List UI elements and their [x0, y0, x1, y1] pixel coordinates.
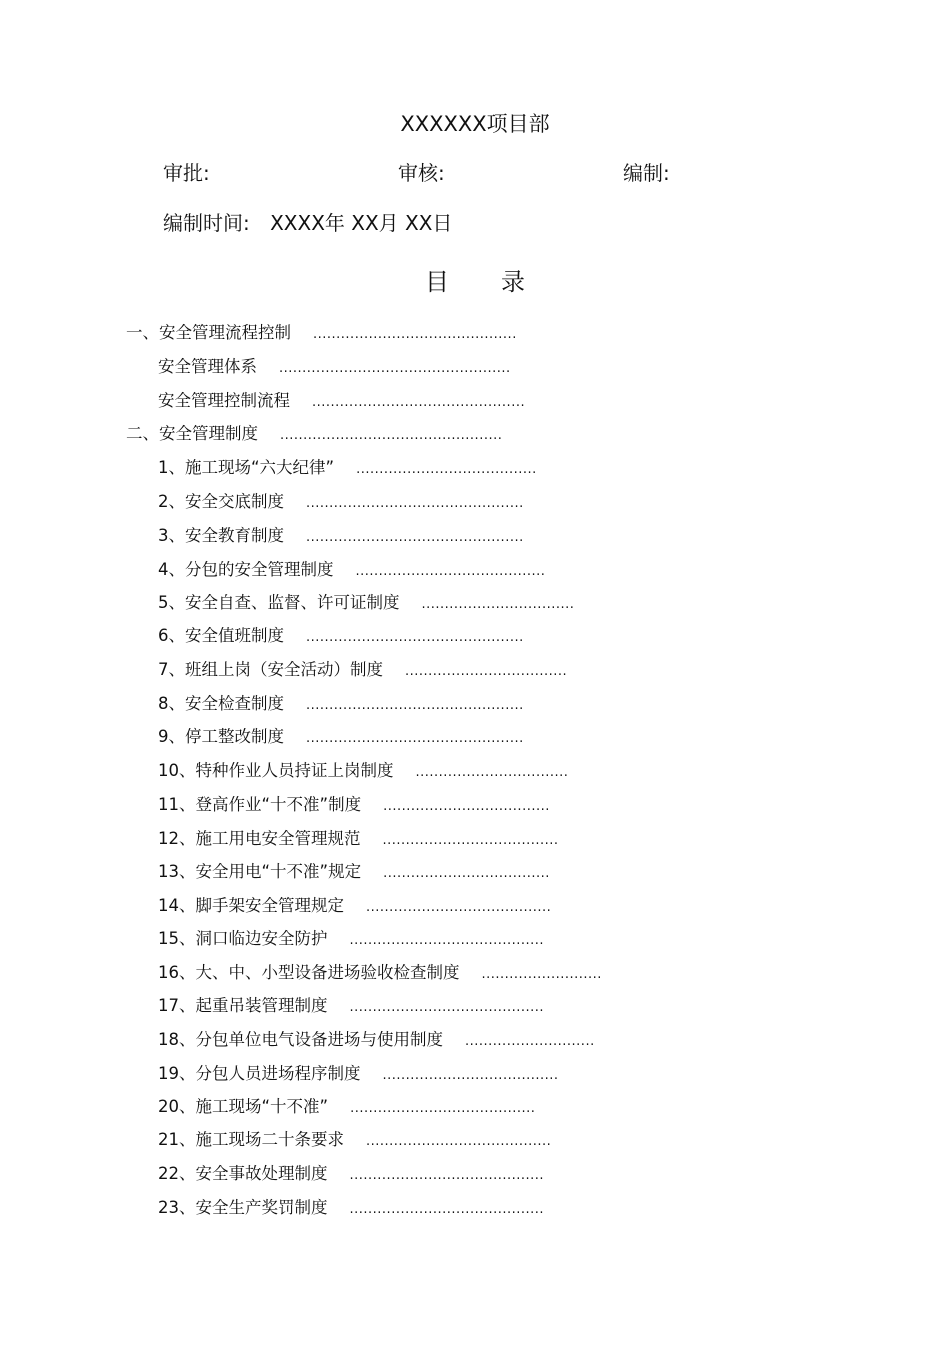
toc-entry-text: 2、安全交底制度	[158, 492, 284, 511]
toc-entry-text: 22、安全事故处理制度	[158, 1164, 328, 1183]
toc-entry-text: 15、洞口临边安全防护	[158, 929, 328, 948]
toc-entry	[158, 896, 551, 918]
toc-entry-leader: .................................	[421, 597, 575, 612]
toc-entry-leader: .......................................	[356, 462, 537, 477]
review-label: 审核:	[398, 161, 445, 185]
toc-entry	[158, 862, 550, 884]
toc-entry-leader: .........................................	[355, 564, 546, 579]
toc-entry-text: 20、施工现场“十不准”	[158, 1097, 329, 1116]
toc-entry-text: 二、安全管理制度	[126, 424, 258, 443]
toc-entry-text: 13、安全用电“十不准”规定	[158, 862, 362, 881]
toc-entry-leader: ............................................	[313, 327, 517, 342]
toc-entry-text: 14、脚手架安全管理规定	[158, 896, 344, 915]
toc-entry-text: 12、施工用电安全管理规范	[158, 829, 361, 848]
toc-title: 目录	[425, 268, 577, 296]
toc-entry-text: 一、安全管理流程控制	[126, 323, 291, 342]
toc-entry-text: 1、施工现场“六大纪律”	[158, 458, 335, 477]
toc-entry	[126, 323, 517, 345]
toc-entry	[158, 761, 568, 783]
toc-entry-text: 6、安全值班制度	[158, 626, 284, 645]
toc-entry-text: 4、分包的安全管理制度	[158, 560, 334, 579]
toc-entry	[158, 929, 544, 951]
toc-entry	[158, 1097, 535, 1119]
toc-entry	[158, 996, 544, 1018]
toc-entry-text: 21、施工现场二十条要求	[158, 1130, 344, 1149]
toc-entry-leader: ....................................	[383, 799, 550, 814]
toc-entry-text: 23、安全生产奖罚制度	[158, 1198, 328, 1217]
toc-entry	[158, 829, 559, 851]
toc-entry	[158, 1130, 551, 1152]
toc-entry-leader: ......................................	[382, 1068, 559, 1083]
toc-entry	[158, 1030, 595, 1052]
toc-entry	[158, 458, 537, 480]
toc-entry-text: 安全管理体系	[158, 357, 257, 376]
toc-entry-text: 10、特种作业人员持证上岗制度	[158, 761, 394, 780]
toc-entry	[158, 1164, 544, 1186]
toc-entry-leader: ..........................................	[349, 1000, 545, 1015]
toc-entry-leader: ...................................	[405, 664, 568, 679]
toc-entry-leader: ........................................	[366, 1134, 552, 1149]
compile-label: 编制:	[623, 161, 670, 185]
toc-entry-text: 3、安全教育制度	[158, 526, 284, 545]
toc-entry	[158, 660, 567, 682]
toc-entry-leader: ...............................................	[306, 630, 524, 645]
approve-label: 审批:	[163, 161, 210, 185]
toc-entry-leader: ...............................................	[306, 731, 524, 746]
toc-entry-text: 16、大、中、小型设备进场验收检查制度	[158, 963, 460, 982]
toc-entry-leader: ..........................................	[349, 933, 545, 948]
toc-entry-text: 5、安全自查、监督、许可证制度	[158, 593, 400, 612]
toc-entry	[158, 593, 574, 615]
toc-entry-text: 7、班组上岗（安全活动）制度	[158, 660, 383, 679]
toc-entry-text: 19、分包人员进场程序制度	[158, 1064, 361, 1083]
toc-entry-text: 8、安全检查制度	[158, 694, 284, 713]
toc-entry	[158, 492, 524, 514]
toc-entry-leader: ..............................................	[312, 395, 526, 410]
toc-entry-leader: ..........................................	[349, 1202, 545, 1217]
toc-entry	[158, 357, 511, 379]
toc-entry	[158, 963, 602, 985]
toc-entry-text: 17、起重吊装管理制度	[158, 996, 328, 1015]
toc-entry-leader: ........................................	[366, 900, 552, 915]
toc-entry	[158, 391, 525, 413]
toc-entry-leader: ..........................	[481, 967, 602, 982]
toc-entry-leader: ......................................	[382, 833, 559, 848]
toc-entry-leader: ........................................	[350, 1101, 536, 1116]
toc-entry-leader: ...............................................	[306, 496, 524, 511]
toc-entry	[158, 560, 545, 582]
toc-entry-leader: ..........................................	[349, 1168, 545, 1183]
toc-entry-text: 安全管理控制流程	[158, 391, 290, 410]
toc-entry-leader: ....................................	[383, 866, 550, 881]
toc-entry-leader: ..................................................	[279, 361, 511, 376]
toc-entry	[158, 626, 524, 648]
toc-entry	[158, 795, 550, 817]
toc-entry	[158, 1198, 544, 1220]
document-title: XXXXXX项目部	[400, 112, 550, 136]
toc-entry	[158, 526, 524, 548]
toc-entry	[126, 424, 502, 446]
compile-date-value: XXXX年 XX月 XX日	[270, 211, 453, 235]
toc-entry-leader: ...............................................	[306, 530, 524, 545]
toc-entry-leader: ............................	[465, 1034, 595, 1049]
toc-entry	[158, 694, 524, 716]
toc-entry-leader: ................................................	[280, 428, 503, 443]
toc-entry-leader: ...............................................	[306, 698, 524, 713]
toc-entry-leader: .................................	[415, 765, 569, 780]
toc-entry	[158, 727, 524, 749]
toc-entry	[158, 1064, 559, 1086]
toc-entry-text: 18、分包单位电气设备进场与使用制度	[158, 1030, 443, 1049]
compile-date	[163, 207, 452, 236]
toc-entry-text: 9、停工整改制度	[158, 727, 284, 746]
toc-entry-text: 11、登高作业“十不准”制度	[158, 795, 362, 814]
compile-date-label: 编制时间:	[163, 211, 250, 235]
